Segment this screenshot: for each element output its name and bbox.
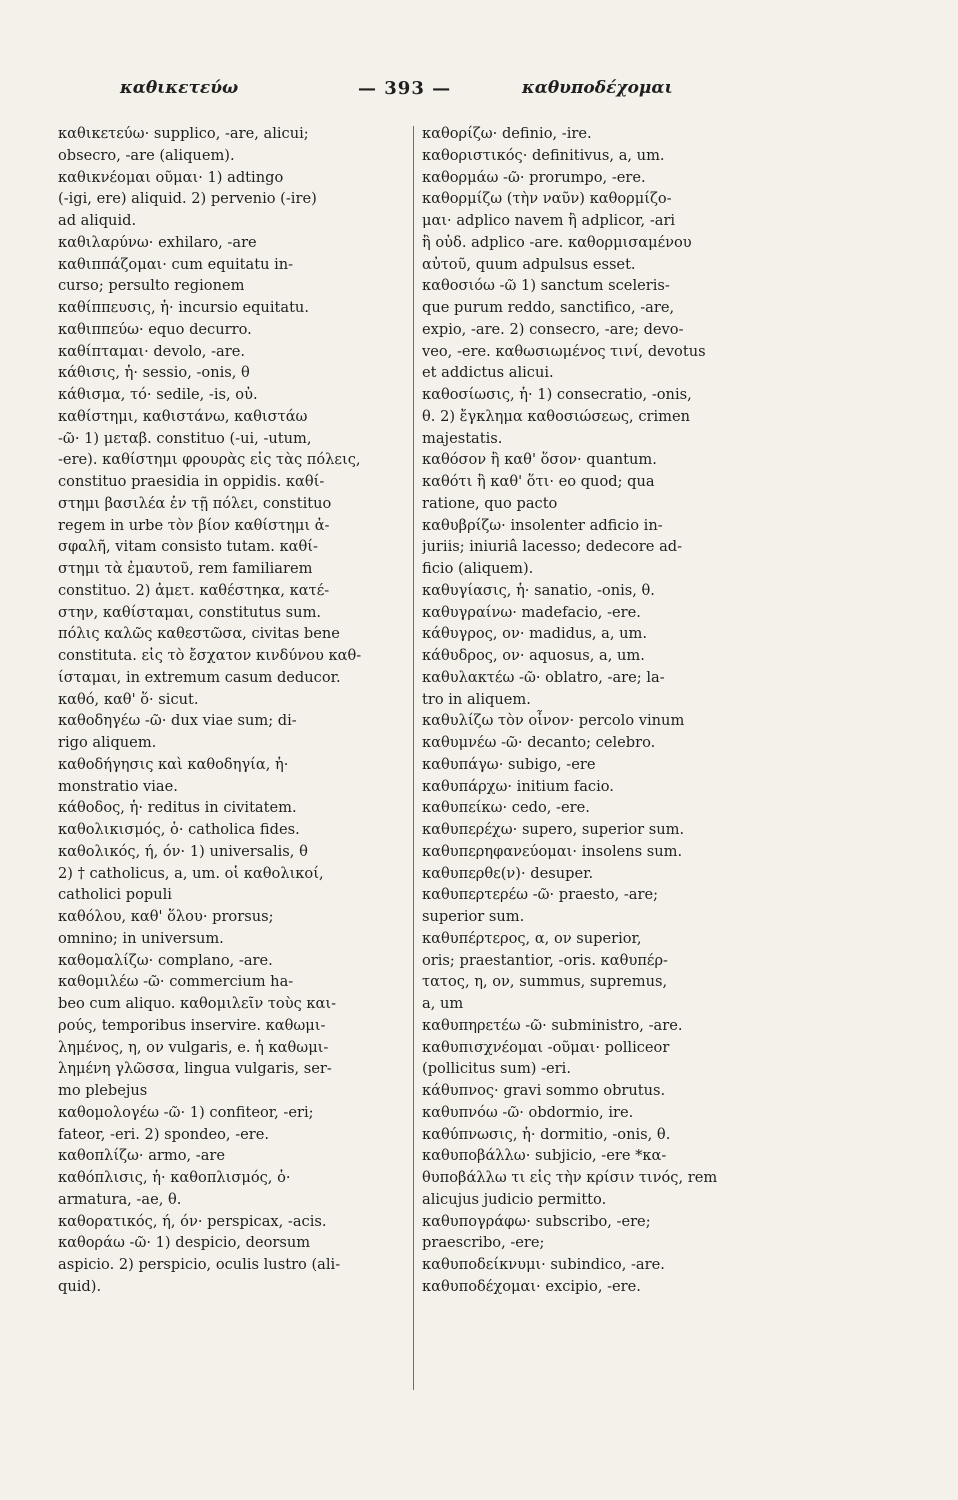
entry-line: τατος, η, ον, summus, supremus, [422, 973, 668, 991]
entry-line: θ. 2) ἔγκλημα καθοσιώσεως, crimen [422, 407, 691, 425]
entry-line: καθίστημι, καθιστάνω, καθιστάω [58, 407, 308, 425]
entry-line: καθυμνέω -ῶ· decanto; celebro. [422, 734, 656, 751]
entry-line: λημένη γλῶσσα, lingua vulgaris, ser- [58, 1060, 332, 1078]
entry-line: καθικνέομαι οῦμαι· 1) adtingo [58, 168, 284, 186]
right-column [422, 123, 790, 1298]
entry-line: καθοσίωσις, ἡ· 1) consecratio, -onis, [422, 386, 692, 403]
entry-line: στην, καθίσταμαι, constitutus sum. [58, 603, 322, 621]
entry-line: καθυπάρχω· initium facio. [422, 777, 614, 795]
entry-line: alicujus judicio permitto. [422, 1190, 607, 1208]
entry-line: καθυπερθε(ν)· desuper. [422, 864, 594, 882]
entry-line: καθοδήγησις καὶ καθοδηγία, ἡ· [58, 755, 289, 773]
entry-line: ratione, quo pacto [422, 494, 558, 512]
entry-line: καθίππευσις, ἡ· incursio equitatu. [58, 299, 309, 316]
entry-line: ίσταμαι, in extremum casum deducor. [58, 668, 341, 686]
entry-line: ficio (aliquem). [422, 560, 534, 577]
entry-line: καθυπάγω· subigo, -ere [422, 755, 596, 773]
entry-line: καθυπερέχω· supero, superior sum. [422, 821, 685, 838]
entry-line: καθυπερηφανεύομαι· insolens sum. [422, 842, 683, 860]
page-number: — 393 — [358, 78, 452, 99]
entry-line: καθολικός, ή, όν· 1) universalis, θ [58, 842, 308, 860]
entry-line: καθυπερτερέω -ῶ· praesto, -are; [422, 886, 659, 904]
entry-line: καθοριστικός· definitivus, a, um. [422, 146, 665, 164]
entry-line: καθότι ἢ καθ' ὅτι· eo quod; qua [422, 473, 655, 490]
entry-line: καθυγραίνω· madefacio, -ere. [422, 603, 641, 621]
entry-line: καθόπλισις, ἡ· καθοπλισμός, ὁ· [58, 1169, 291, 1186]
entry-line: καθυπέρτερος, α, ον superior, [422, 929, 642, 947]
entry-line: majestatis. [422, 429, 503, 447]
entry-line: beo cum aliquo. καθομιλεῖν τοὺς και- [58, 995, 337, 1012]
entry-line: θυποβάλλω τι εἰς τὴν κρίσιν τινός, rem [422, 1169, 718, 1186]
entry-line: regem in urbe τὸν βίον καθίστημι ἀ- [58, 516, 330, 534]
entry-line: καθυποδείκνυμι· subindico, -are. [422, 1256, 665, 1273]
entry-line: καθιππεύω· equo decurro. [58, 320, 252, 338]
entry-line: superior sum. [422, 908, 525, 925]
entry-line: constituo praesidia in oppidis. καθί- [58, 473, 325, 490]
entry-line: καθορίζω· definio, -ire. [422, 125, 592, 142]
entry-line: καθομαλίζω· complano, -are. [58, 951, 273, 969]
entry-line: λημένος, η, ον vulgaris, e. ἡ καθωμι- [58, 1038, 329, 1056]
entry-line: catholici populi [58, 886, 172, 904]
entry-line: juriis; iniuriâ lacesso; dedecore ad- [422, 538, 683, 556]
entry-line: expio, -are. 2) consecro, -are; devo- [422, 320, 684, 338]
entry-line: καθοσιόω -ῶ 1) sanctum sceleris- [422, 277, 670, 295]
entry-line: καθυβρίζω· insolenter adficio in- [422, 516, 663, 534]
entry-line: 2) † catholicus, a, um. οἱ καθολικοί, [58, 864, 324, 882]
entry-line: aspicio. 2) perspicio, oculis lustro (ali- [58, 1256, 341, 1273]
entry-line: καθόσον ἢ καθ' ὅσον· quantum. [422, 451, 657, 469]
entry-line: αὐτοῦ, quum adpulsus esset. [422, 255, 636, 273]
page-header [0, 78, 958, 108]
entry-line: fateor, -eri. 2) spondeo, -ere. [58, 1125, 270, 1143]
entry-line: καθικετεύω· supplico, -are, alicui; [58, 125, 309, 142]
entry-line: curso; persulto regionem [58, 277, 245, 295]
entry-line: καθιλαρύνω· exhilaro, -are [58, 233, 257, 251]
entry-line: oris; praestantior, -oris. καθυπέρ- [422, 951, 668, 969]
entry-line: καθυπογράφω· subscribo, -ere; [422, 1212, 651, 1230]
entry-line: σφαλῆ, vitam consisto tutam. καθί- [58, 538, 318, 556]
entry-line: κάθισμα, τό· sedile, -is, οὐ. [58, 386, 258, 403]
header-left-guideword: καθικετεύω [120, 78, 239, 98]
entry-line: καθιππάζομαι· cum equitatu in- [58, 255, 294, 273]
entry-line: πόλις καλῶς καθεστῶσα, civitas bene [58, 625, 340, 643]
entry-line: καθομιλέω -ῶ· commercium ha- [58, 973, 294, 991]
entry-line: κάθυδρος, ον· aquosus, a, um. [422, 647, 645, 664]
entry-line: καθυγίασις, ἡ· sanatio, -onis, θ. [422, 581, 655, 599]
entry-line: κάθοδος, ἡ· reditus in civitatem. [58, 799, 297, 817]
entry-line: obsecro, -are (aliquem). [58, 146, 235, 164]
entry-line: -ῶ· 1) μεταβ. constituo (-ui, -utum, [58, 429, 312, 447]
entry-line: quid). [58, 1277, 102, 1295]
entry-line: καθυποδέχομαι· excipio, -ere. [422, 1277, 641, 1295]
entry-line: στημι τὰ ἐμαυτοῦ, rem familiarem [58, 560, 313, 577]
entry-line: (-igi, ere) aliquid. 2) pervenio (-ire) [58, 190, 317, 208]
entry-line: constituo. 2) ἀμετ. καθέστηκα, κατέ- [58, 581, 330, 599]
entry-line: ἢ οὐδ. adplico -are. καθορμισαμένου [422, 233, 692, 251]
entry-line: rigo aliquem. [58, 734, 157, 751]
entry-line: καθολικισμός, ὁ· catholica fides. [58, 821, 300, 838]
column-divider [413, 126, 414, 1390]
entry-line: omnino; in universum. [58, 929, 224, 947]
entry-line: καθυλίζω τὸν οἶνον· percolo vinum [422, 712, 685, 730]
entry-line: mo plebejus [58, 1082, 148, 1099]
entry-line: tro in aliquem. [422, 690, 531, 708]
entry-line: καθό, καθ' ὅ· sicut. [58, 690, 199, 708]
entry-line: ρούς, temporibus inservire. καθωμι- [58, 1016, 326, 1034]
entry-line: ad aliquid. [58, 212, 137, 229]
entry-line: καθυπείκω· cedo, -ere. [422, 799, 590, 817]
entry-line: καθορμίζω (τὴν ναῦν) καθορμίζο- [422, 190, 672, 208]
entry-line: armatura, -ae, θ. [58, 1190, 182, 1208]
header-right-guideword: καθυποδέχομαι [522, 78, 673, 98]
entry-line: καθυποβάλλω· subjicio, -ere *κα- [422, 1147, 667, 1165]
entry-line: καθοδηγέω -ῶ· dux viae sum; di- [58, 712, 297, 730]
entry-line: καθορμάω -ῶ· prorumpo, -ere. [422, 168, 646, 186]
entry-line: et addictus alicui. [422, 364, 554, 382]
entry-line: κάθισις, ἡ· sessio, -onis, θ [58, 364, 250, 382]
entry-line: καθοράω -ῶ· 1) despicio, deorsum [58, 1234, 311, 1252]
entry-line: praescribo, -ere; [422, 1234, 545, 1252]
entry-line: veo, -ere. καθωσιωμένος τινί, devotus [422, 342, 706, 360]
entry-line: καθυπηρετέω -ῶ· subministro, -are. [422, 1016, 683, 1034]
entry-line: καθομολογέω -ῶ· 1) confiteor, -eri; [58, 1103, 314, 1121]
entry-line: a, um [422, 995, 464, 1012]
entry-line: μαι· adplico navem ἢ adplicor, -ari [422, 212, 676, 229]
entry-line: καθόλου, καθ' ὅλου· prorsus; [58, 908, 274, 925]
entry-line: κάθυπνος· gravi sommo obrutus. [422, 1082, 666, 1099]
entry-line: monstratio viae. [58, 777, 178, 795]
entry-line: κάθυγρος, ον· madidus, a, um. [422, 625, 648, 643]
entry-line: καθυλακτέω -ῶ· oblatro, -are; la- [422, 668, 665, 686]
entry-line: καθυπνόω -ῶ· obdormio, ire. [422, 1103, 634, 1121]
entry-line: -ere). καθίστημι φρουρὰς εἰς τὰς πόλεις, [58, 451, 361, 469]
entry-line: (pollicitus sum) -eri. [422, 1060, 571, 1078]
entry-line: καθύπνωσις, ἡ· dormitio, -onis, θ. [422, 1125, 671, 1143]
entry-line: καθορατικός, ή, όν· perspicax, -acis. [58, 1212, 327, 1230]
entry-line: que purum reddo, sanctifico, -are, [422, 299, 675, 316]
entry-line: καθίπταμαι· devolo, -are. [58, 342, 245, 360]
left-column [58, 123, 403, 1298]
entry-line: καθοπλίζω· armo, -are [58, 1147, 226, 1165]
entry-line: καθυπισχνέομαι -οῦμαι· polliceor [422, 1038, 670, 1056]
entry-line: constituta. εἰς τὸ ἔσχατον κινδύνου καθ- [58, 647, 362, 664]
entry-line: στημι βασιλέα ἐν τῇ πόλει, constituo [58, 494, 332, 512]
